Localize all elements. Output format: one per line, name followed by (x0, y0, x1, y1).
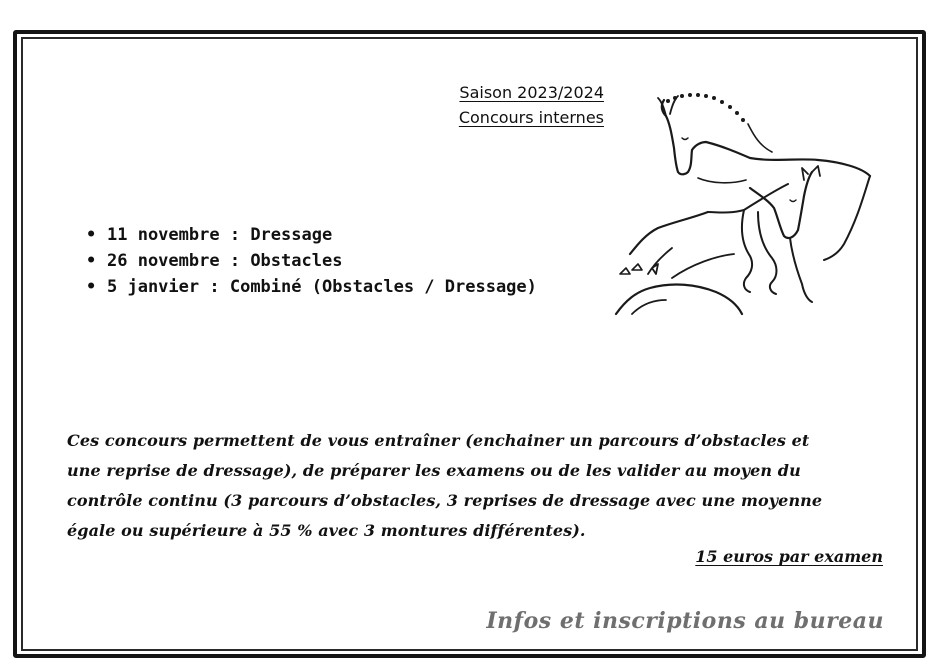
header (459, 80, 604, 130)
event-date: 5 janvier (107, 277, 200, 297)
event-discipline: Obstacles (250, 251, 343, 271)
list-item (86, 222, 537, 248)
event-separator: : (219, 251, 251, 271)
event-date: 11 novembre (107, 225, 220, 245)
event-separator: : (199, 277, 230, 297)
event-separator: : (219, 225, 251, 245)
list-item (86, 248, 537, 274)
event-list (86, 222, 537, 300)
season-title: Saison 2023/2024 (459, 83, 604, 102)
event-discipline: Combiné (Obstacles / Dressage) (229, 277, 537, 297)
footer-info: Infos et inscriptions au bureau (486, 608, 884, 634)
event-discipline: Dressage (250, 225, 333, 245)
description-paragraph: Ces concours permettent de vous entraîner (enchainer un parcours d’obstacles et une reprise de dressage), de préparer les examens ou de les valider au moyen du contrôle continu (3 parcours d’obstacles, 3 reprises de dressage avec une moyenne égale ou supérieure à 55 % avec 3 montures différentes). (67, 431, 823, 540)
price-text: 15 euros par examen (695, 547, 883, 566)
subtitle: Concours internes (458, 108, 604, 127)
horses-illustration-icon (612, 88, 877, 316)
list-item (86, 274, 537, 300)
event-date: 26 novembre (107, 251, 220, 271)
